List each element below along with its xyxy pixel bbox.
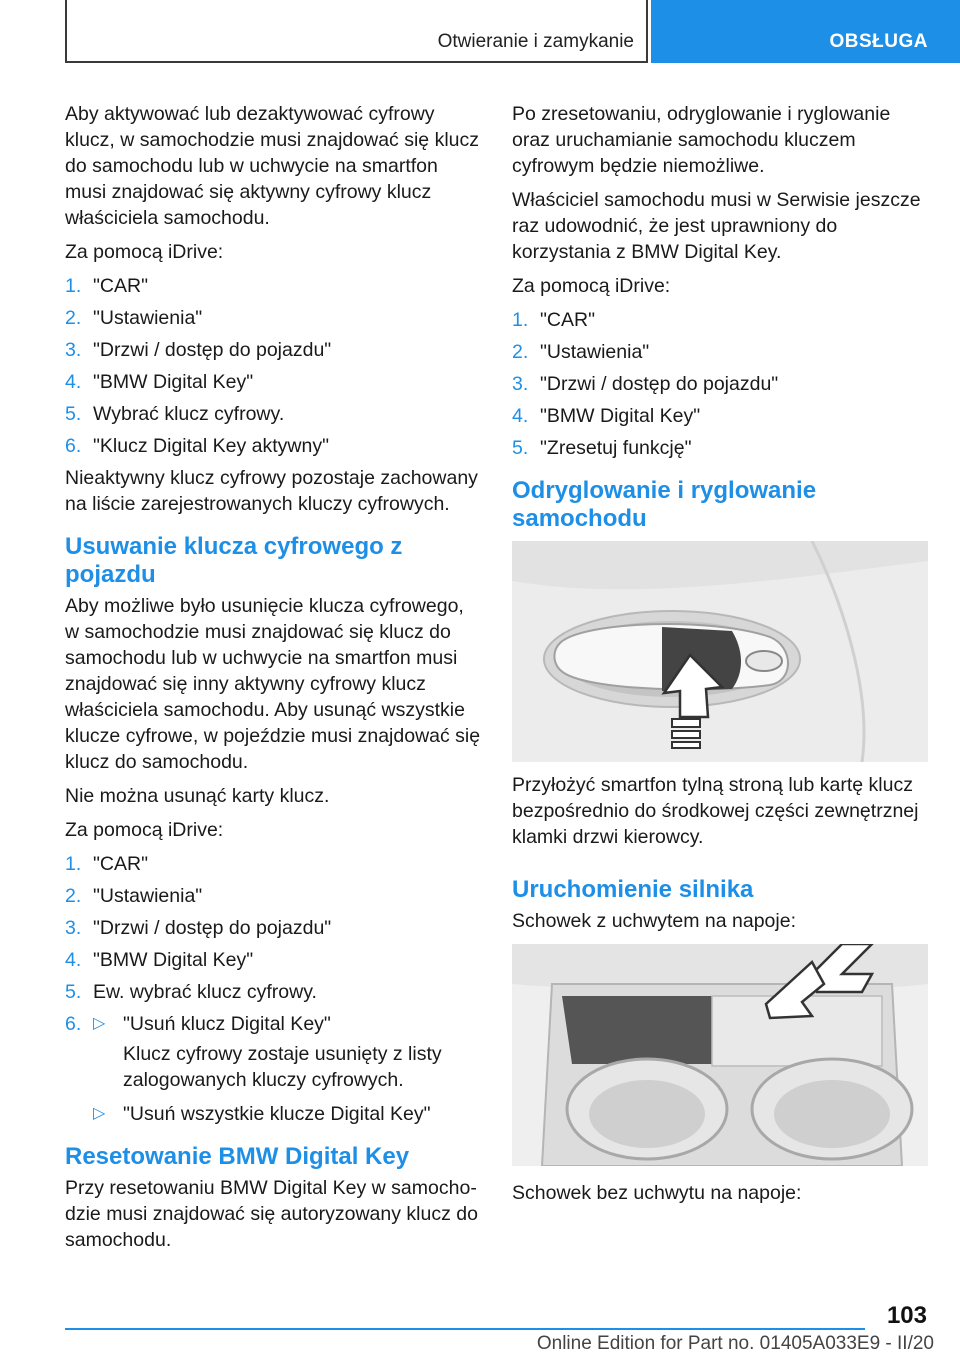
list-item	[65, 851, 481, 877]
list-item	[65, 337, 481, 363]
steps-remove	[65, 851, 481, 1127]
option-note: Klucz cyfrowy zostaje usunięty z listy zalogowanych kluczy cyfrowych.	[123, 1043, 442, 1091]
steps-activate	[65, 273, 481, 459]
paragraph-reset: Przy resetowaniu BMW Digital Key w samochodzie musi znajdować się autoryzowany klucz do samochodu.	[65, 1177, 478, 1251]
list-item	[93, 1011, 481, 1093]
list-item	[65, 915, 481, 941]
cupholder-illustration	[512, 944, 928, 1166]
paragraph-hold-phone: Przyłożyć smartfon tylną stroną lub kartę klucz bezpośrednio do środkowej części zewnętrznej klamki drzwi kierowcy.	[512, 774, 919, 848]
paragraph-idrive: Za pomocą iDrive:	[65, 819, 224, 841]
list-item	[65, 433, 481, 459]
step-text: "BMW Digital Key"	[93, 949, 254, 971]
right-column	[512, 101, 928, 1214]
step-number: 4.	[512, 405, 529, 427]
step-text: Wybrać klucz cyfrowy.	[93, 403, 285, 425]
step-number: 4.	[65, 371, 82, 393]
step-number: 2.	[65, 885, 82, 907]
step-text: "Zresetuj funkcję"	[540, 437, 692, 459]
header-section-title: Otwieranie i zamykanie	[437, 31, 634, 52]
list-item	[512, 403, 928, 429]
step-number: 3.	[512, 373, 529, 395]
paragraph-with-cupholder: Schowek z uchwytem na napoje:	[512, 910, 796, 932]
list-item	[512, 435, 928, 461]
step-text: "Drzwi / dostęp do pojazdu"	[93, 339, 332, 361]
list-item	[512, 307, 928, 333]
step-number: 2.	[65, 307, 82, 329]
list-item	[65, 401, 481, 427]
list-item	[65, 305, 481, 331]
step-text: "Drzwi / dostęp do pojazdu"	[540, 373, 779, 395]
paragraph-owner-service: Właściciel samochodu musi w Serwisie jeszcze raz udowodnić, że jest uprawniony do korzystania z BMW Digital Key.	[512, 189, 921, 263]
heading-unlock-lock: Odryglowanie i ryglowanie samochodu	[512, 477, 817, 532]
step-number: 4.	[65, 949, 82, 971]
paragraph-idrive: Za pomocą iDrive:	[65, 241, 224, 263]
list-item	[65, 883, 481, 909]
step-options	[93, 1011, 481, 1127]
list-item	[65, 369, 481, 395]
step-text: "Drzwi / dostęp do pojazdu"	[93, 917, 332, 939]
heading-remove-key: Usuwanie klucza cyfrowego z pojazdu	[65, 533, 403, 588]
list-item	[93, 1101, 481, 1127]
list-item	[65, 1011, 481, 1127]
paragraph-without-cupholder: Schowek bez uchwytu na napoje:	[512, 1182, 802, 1204]
step-number: 2.	[512, 341, 529, 363]
list-item	[65, 979, 481, 1005]
step-number: 5.	[512, 437, 529, 459]
step-number: 1.	[65, 853, 82, 875]
paragraph-activate: Aby aktywować lub dezaktywować cyfrowy klucz, w samochodzie musi znajdować się klucz do samochodu lub w uchwycie na smartfon musi znajdować się aktywny cyfrowy klucz właściciela samochodu.	[65, 103, 479, 229]
paragraph-card-note: Nie można usunąć karty klucz.	[65, 785, 330, 807]
triangle-bullet-icon: ▷	[93, 1015, 106, 1032]
page-number: 103	[886, 1302, 927, 1329]
paragraph-inactive-note: Nieaktywny klucz cyfrowy pozostaje zachowany na liście zarejestrowanych kluczy cyfrowych.	[65, 467, 478, 515]
option-text: "Usuń wszystkie klucze Digital Key"	[123, 1103, 431, 1125]
header-chapter-tab	[651, 0, 960, 63]
cupholder-drawing	[512, 944, 928, 1166]
heading-engine-start: Uruchomienie silnika	[512, 876, 754, 903]
step-text: "CAR"	[93, 853, 149, 875]
door-handle-illustration	[512, 541, 928, 762]
step-number: 5.	[65, 403, 82, 425]
step-number: 1.	[512, 309, 529, 331]
list-item	[65, 947, 481, 973]
step-number: 5.	[65, 981, 82, 1003]
option-text: "Usuń klucz Digital Key"	[123, 1013, 331, 1035]
triangle-bullet-icon: ▷	[93, 1105, 106, 1122]
footer-divider	[65, 1328, 865, 1330]
door-handle-drawing	[512, 541, 928, 762]
step-number: 3.	[65, 339, 82, 361]
step-text: "Ustawienia"	[540, 341, 650, 363]
step-number: 6.	[65, 435, 82, 457]
list-item	[512, 339, 928, 365]
step-text: "BMW Digital Key"	[540, 405, 701, 427]
header-chapter-title: OBSŁUGA	[829, 31, 928, 52]
step-text: "Ustawienia"	[93, 307, 203, 329]
step-text: "CAR"	[540, 309, 596, 331]
list-item	[512, 371, 928, 397]
step-text: "Ustawienia"	[93, 885, 203, 907]
heading-reset: Resetowanie BMW Digital Key	[65, 1143, 410, 1170]
paragraph-idrive: Za pomocą iDrive:	[512, 275, 671, 297]
header-section-box	[65, 0, 648, 63]
step-number: 3.	[65, 917, 82, 939]
step-text: Ew. wybrać klucz cyfrowy.	[93, 981, 317, 1003]
step-number: 1.	[65, 275, 82, 297]
paragraph-after-reset: Po zresetowaniu, odryglowanie i ryglowanie oraz uruchamianie samochodu kluczem cyfrowym będzie niemożliwe.	[512, 103, 891, 177]
step-number: 6.	[65, 1013, 82, 1035]
step-text: "CAR"	[93, 275, 149, 297]
steps-reset	[512, 307, 928, 461]
left-column	[65, 101, 481, 1261]
list-item	[65, 273, 481, 299]
footer-edition: Online Edition for Part no. 01405A033E9 - II/20	[536, 1333, 934, 1354]
step-text: "BMW Digital Key"	[93, 371, 254, 393]
step-text: "Klucz Digital Key aktywny"	[93, 435, 330, 457]
paragraph-remove-requirements: Aby możliwe było usunięcie klucza cyfrowego, w samochodzie musi znajdować się klucz do samochodu lub w uchwycie na smartfon musi znajdować się inny aktywny cyfrowy klucz właściciela samochodu. Aby usunąć wszystkie klucze cyfrowe, w pojeździe musi znajdować się klucz do samochodu.	[65, 595, 481, 773]
